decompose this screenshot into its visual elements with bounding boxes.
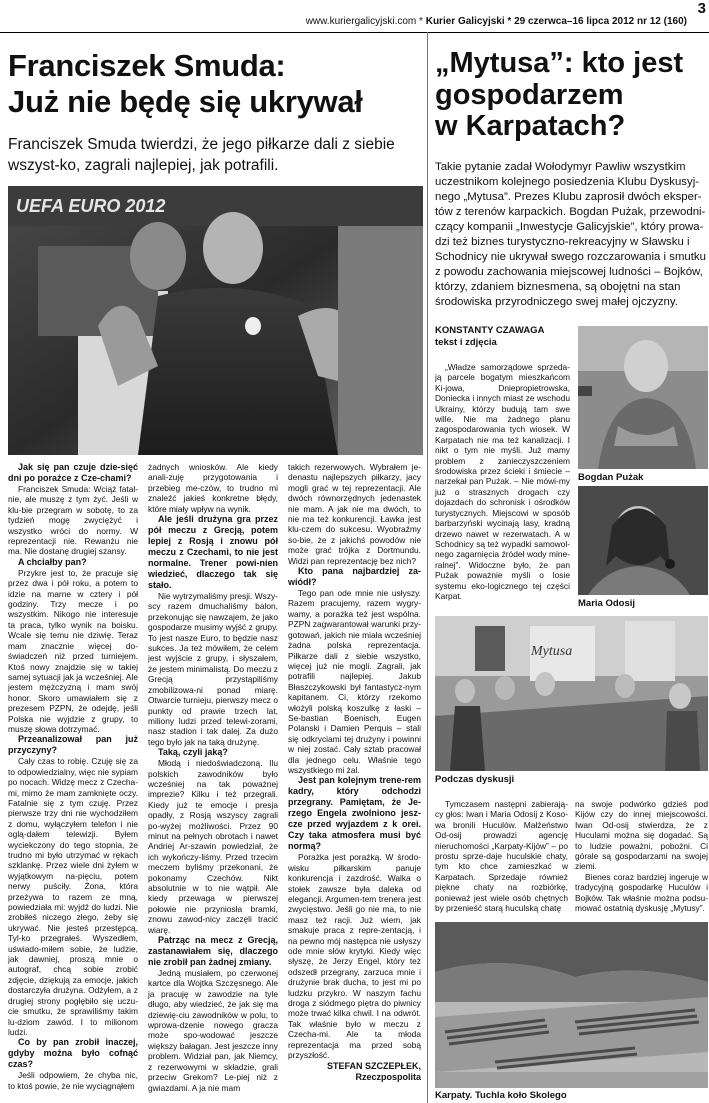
smuda-photo bbox=[8, 186, 423, 455]
website-url: www.kuriergalicyjski.com * bbox=[305, 16, 426, 27]
mytusa-banner: Mytusa bbox=[531, 644, 573, 659]
interview-answer: Franciszek Smuda: Wciąż fatal-nie, ale muszę z tym żyć. Jeśli w klu-bie przegram w sobotę, to za tydzień mogę zwyciężyć i wszystko wróci do normy. W reprezentacji nie. Rewanżu nie ma. Nie dostanę drugiej szansy. bbox=[8, 484, 138, 557]
issue-info bbox=[306, 16, 687, 27]
page-header bbox=[0, 0, 709, 30]
interview-answer: Cały czas to robię. Czuję się za to odpowiedzialny, więc nie sypiam po nocach. Widzę mecz z Czecha-mi, mimo że mam zamknięte oczy. Fatalnie się z tym czuję. Przez pierwsze trzy dni nie wychodziłem z domu, wyłączyłem telefon i nie oglą-dałem telewizji. Byłem wyciekczony do tego stopnia, że trudno mi było utrzymać w rękach szklankę. Przez wiele dni żyłem w wyjątkowym na-pięciu, potem nerwy puściły. Żona, która przeżywa to razem ze mną, powiedziała mi: wyjdź do ludzi. Nie zrobiłeś niczego złego, żeby się ukrywać. Nie jesteś przestępcą. Tyl-ko przegrałeś. Wyszedłem, uświado-miłem sobie, że ludzie, jak dawniej, proszą mnie o autograf, chcą sobie zrobić zdjęcie, dziękują za emocje, jakich dostarczyła drużyna. Odżyłem, a z drugiej strony pogłębiło się uczu-cie smutku, że sprawiliśmy takim lu-dziom zawód. I to milionom ludzi. bbox=[8, 756, 138, 1037]
article-lead-mytusa: Takie pytanie zadał Wołodymyr Pawliw wszystkim uczestnikom kolejnego posiedzenia Klubu Dyskusyj-nego „Mytusa”. Prezes Klubu zaprosił dwóch eksper-tów z terenów karpackich. Bogdan Pużak, przewodni-czący kompanii „Inwestycje Galicyjskie”, który prowa-dzi też biznes turystyczno-rekreacyjny w Sławsku i Schodnicy nie ukrywał swego rozczarowania i smutku z powodu zachowania miejscowej ludności – Bojków, którzy, zdaniem biznesmena, są obojętni na stan środowiska przyrodniczego swej małej ojczyzny. bbox=[435, 161, 706, 308]
smuda-col-1 bbox=[8, 462, 138, 1091]
author-role: tekst i zdjęcia bbox=[435, 337, 497, 348]
discussion-photo bbox=[435, 616, 708, 771]
paragraph: na swoje podwórko gdzieś pod Kijów czy do innej miejscowości. Iwan Od-osij stwierdza, że z Huculami można się dogadać. Są to ludzie poważni, pobożni. Ci górale są gospodarzami na swojej ziemi. bbox=[575, 799, 708, 872]
odosij-photo bbox=[578, 486, 708, 595]
puzak-photo bbox=[578, 326, 708, 469]
interview-answer: żadnych wniosków. Ale kiedy anali-zuję przygotowania i przebieg me-czów, to trudno mi znaleźć jakieś konkretne błędy, które miały wpływ na wynik. bbox=[148, 462, 278, 514]
interview-answer: Jeśli odpowiem, że chyba nic, to ktoś powie, że nie wyciągnąłem bbox=[8, 1070, 138, 1091]
interview-question: Jak się pan czuje dzie-sięć dni po porażce z Cze-chami? bbox=[8, 462, 138, 483]
mytusa-col-3 bbox=[575, 799, 708, 913]
interview-question: Ale jeśli drużyna gra przez pół meczu z Grecją, potem lepiej z Rosją i znowu pół meczu z Czechami, to nie jest normalne. Trener powi-nien wiedzieć, dlaczego tak się stało. bbox=[148, 514, 278, 591]
mytusa-col-1 bbox=[435, 362, 570, 601]
interview-answer: Porażka jest porażką. W środo-wisku piłkarskim panuje konkurencja i zazdrość. Walka o stołek zawsze była daleka od elegancji. Argumen-tem trenera jest zwycięstwo. Jeśli go nie ma, to nie masz też racji. Już wiem, jak smakuje praca z repre-zentacją, i na pewno mój następca nie usłyszy ode mnie słów krytyki. Kiedy więc słyszę, że Jerzy Engel, który też odszedł przegrany, zarzuca mnie i drużynie brak ducha, to jest mi po ludzku przykro. W naszym fachu droga z siódmego piętra do piwnicy może trwać kilka chwil. I na odwrót. Tak właśnie było w meczu z Czecha-mi. Ale ta młoda reprezentacja ma przed sobą przyszłość. bbox=[288, 852, 421, 1061]
title-line-2: Już nie będę się ukrywał bbox=[8, 84, 363, 119]
signature-source: Rzeczpospolita bbox=[355, 1071, 421, 1082]
paragraph: „Władze samorządowe sprzeda-ją parcele bogatym mieszkańcom Ki-jowa, Dniepropietrowska, Doniecka i innych miast ze wschodu Ukrainy, którzy budują tam swe wille. Nie ma żadnego planu zagospodarowania tych wiosek. W Karpatach nie ma też kanalizacji. I nikt o tym nie myśli. Już mamy problem z zanieczyszczeniem środowiska przez ścieki i śmiecie – narzekał pan Pużak. – Nie mówi-my już o strasznych drogach czy dojazdach do schronisk i ośrodków turystycznych. Miejscowi w sposób barbarzyński wycinają lasy, kradną drzewo nawet w rezerwatach. A w Schodnicy są też wypadki samowol-nego zagarnięcia źródeł wody mine-ralnej”. Widoczne było, że pan Pużak poważnie myśli o losie systemu eko-logicznego tej części Karpat. bbox=[435, 362, 570, 601]
article-title-mytusa bbox=[435, 48, 707, 143]
article-title-smuda bbox=[8, 48, 423, 120]
paragraph: Tymczasem następni zabierają-cy głos: Iwan i Maria Odosij z Koso-wa bronili Huculów. Małżeństwo Od-osij prowadzi agencję nieruchomości „Karpaty-Kijów” – po prostu sprze-daje huculskie chaty, tym kto chce zamieszkać w Karpatach. Sprzedaje również piękne chaty na rozbiórkę, ponieważ jest wiele osób chętnych by przenieść starą huculską chatę bbox=[435, 799, 568, 914]
issue-date: Kurier Galicyjski * 29 czerwca–16 lipca 2012 nr 12 (160) bbox=[425, 16, 687, 27]
author-name: KONSTANTY CZAWAGA bbox=[435, 325, 545, 336]
interview-answer: takich rezerwowych. Wybrałem je-denastu najlepszych piłkarzy, jacy mogli grać w tej reprezentacji. Ale dwóch równorzędnych jedenastek nie mam. A jak nie ma dwóch, to nie ma też konkurencji. Ławka jest klu-czem do sukcesu. Wyobraźmy so-bie, że z jakichś powodów nie może grać trójka z Dortmundu. Widzi pan reprezentację bez nich? bbox=[288, 462, 421, 566]
title-line-3: w Karpatach? bbox=[435, 110, 626, 142]
author-byline bbox=[435, 325, 544, 349]
interview-question: Taką, czyli jaką? bbox=[158, 747, 228, 758]
interview-question: Patrząc na mecz z Grecją, zastanawiałem się, dlaczego nie zrobił pan żadnej zmiany. bbox=[148, 935, 278, 968]
interview-answer: Tego pan ode mnie nie usłyszy. Razem pracujemy, razem wygry-wamy, a porażka też jest wspólna. PZPN zagwarantował warunki przy-gotowań, jakich nie miała wcześniej żadna polska reprezentacja. Piłkarze dali z siebie wszystko, więcej już nie mogli. Zagrali, jak potrafili najlepiej. Jakub Błaszczykowski był fantastycz-nym kapitanem. Ci, którzy rzekomo włożyli polską koszulkę z łaski – Se-bastian Boenisch, Eugen Polanski i Damien Perquis – stali się odkryciami tej drużyny i powinni w niej zostać. Cały sztab pracował dla jednego celu. Właśnie tego wszystkiego mi żal. bbox=[288, 588, 421, 775]
title-line-2: gospodarzem bbox=[435, 78, 624, 111]
smuda-col-2 bbox=[148, 462, 278, 1093]
interview-question: Kto pana najbardziej za-wiódł? bbox=[288, 566, 421, 588]
page-number: 3 bbox=[697, 0, 706, 17]
mytusa-col-2 bbox=[435, 799, 568, 913]
caption-odosij: Maria Odosij bbox=[578, 598, 636, 609]
interview-answer: Nie wytrzymaliśmy presji. Wszy-scy razem dmuchaliśmy balon, przekonując się nawzajem, że jako gospodarze musimy wyjść z grupy. To jest nasze Euro, to będzie nasz sukces. Ja też mówiłem, że celem jest wyjście z grupy, i słyszałem, że jestem minimalistą. Do meczu z Grecją przystąpiliśmy zmobilizowa-ni ponad miarę. Otwarcie turnieju, pierwszy mecz o punkty od prawie trzech lat, miliony ludzi przed telewi-zorami, nasz stadion i tak dalej. Za dużo tego było jak na taką drużynę. bbox=[148, 591, 278, 747]
paragraph: Bienes coraz bardziej ingeruje w tradycyjną gospodarkę Huculów i Bojków. Tak właśnie można podsu-mować ostatnią dyskusję „Mytusy”. bbox=[575, 871, 708, 914]
interview-answer: Jedną musiałem, po czerwonej kartce dla Wojtka Szczęsnego. Ale ja pracuję w zawodzie na tyle długo, aby wiedzieć, że jak się ma dziewię-ciu zawodników w polu, to wprowa-dzenie nowego gracza może spo-wodować jeszcze większy bałagan. Jest jeszcze inny problem. Widział pan, jak Niemcy, z rezerwowymi w składzie, grali przeciw Grekom? Le-piej niż z gwiazdami. A ja nie mam bbox=[148, 968, 278, 1093]
interview-answer: Młodą i niedoświadczoną. Ilu polskich zawodników było wcześniej na tak poważnej imprezie? Kilku i też przegrali. Kiedy już te emocje i presja opadły, z Rosją wszyscy zagrali po-wyżej możliwości. Przez 90 minut na pełnych obrotach i nawet Andriej Ar-szawin powiedział, że ich wykończy-liśmy. Przed trzecim meczem byliśmy przekonani, że pokonamy Czechów. Nikt absolutnie w to nie wątpił. Ale kiedy przewaga w pierwszej połowie nie przyniosła bramki, znowu zawod-nicy zaczęli tracić wiarę. bbox=[148, 758, 278, 935]
interview-question: Przeanalizował pan już przyczyny? bbox=[8, 734, 138, 756]
smuda-col-3 bbox=[288, 462, 421, 1083]
interview-answer: Przykre jest to, że pracuje się przez dwa i pół roku, a potem to idzie na marne w cztery i pół godziny. Trzy mecze i po wszystkim. Nikogo nie interesuje ta praca, tylko wynik na boisku. Wcale się temu nie dziwię. Teraz mam znacznie więcej do-świadczeń niż przed turniejem. Ktoś nowy znajdzie się w takiej samej sytuacji jak ja wcześniej. Ale jestem mężczyzną i mam swój honor. Skoro umawiałem się z prezesem PZPN, że odejdę, jeśli Polska nie wyjdzie z grupy, to muszę słowa dotrzymać. bbox=[8, 567, 138, 734]
signature-name: STEFAN SZCZEPŁEK, bbox=[326, 1060, 421, 1071]
caption-karpaty: Karpaty. Tuchla koło Skolego bbox=[435, 1090, 567, 1101]
caption-puzak: Bogdan Pużak bbox=[578, 472, 644, 483]
interview-question: Jest pan kolejnym trene-rem kadry, który odchodzi przegrany. Pamiętam, że Je-rzego Engela zwolniono jesz-cze przed wyjazdem z k orei. Czy taka atmosfera musi być normą? bbox=[288, 775, 421, 852]
caption-discussion: Podczas dyskusji bbox=[435, 774, 515, 785]
euro-banner-text: UEFA EURO 2012 bbox=[16, 196, 166, 216]
karpaty-photo bbox=[435, 922, 708, 1088]
column-divider bbox=[427, 32, 428, 1103]
title-line-1: Franciszek Smuda: bbox=[8, 48, 286, 83]
article-lead-smuda: Franciszek Smuda twierdzi, że jego piłkarze dali z siebie wszyst-ko, zagrali najlepiej, jak potrafili. bbox=[8, 136, 395, 174]
header-rule bbox=[0, 32, 709, 33]
interview-question: A chciałby pan? bbox=[18, 556, 87, 567]
interview-question: Co by pan zrobił inaczej, gdyby można było cofnąć czas? bbox=[8, 1037, 138, 1070]
title-line-1: „Mytusa”: kto jest bbox=[435, 47, 684, 79]
